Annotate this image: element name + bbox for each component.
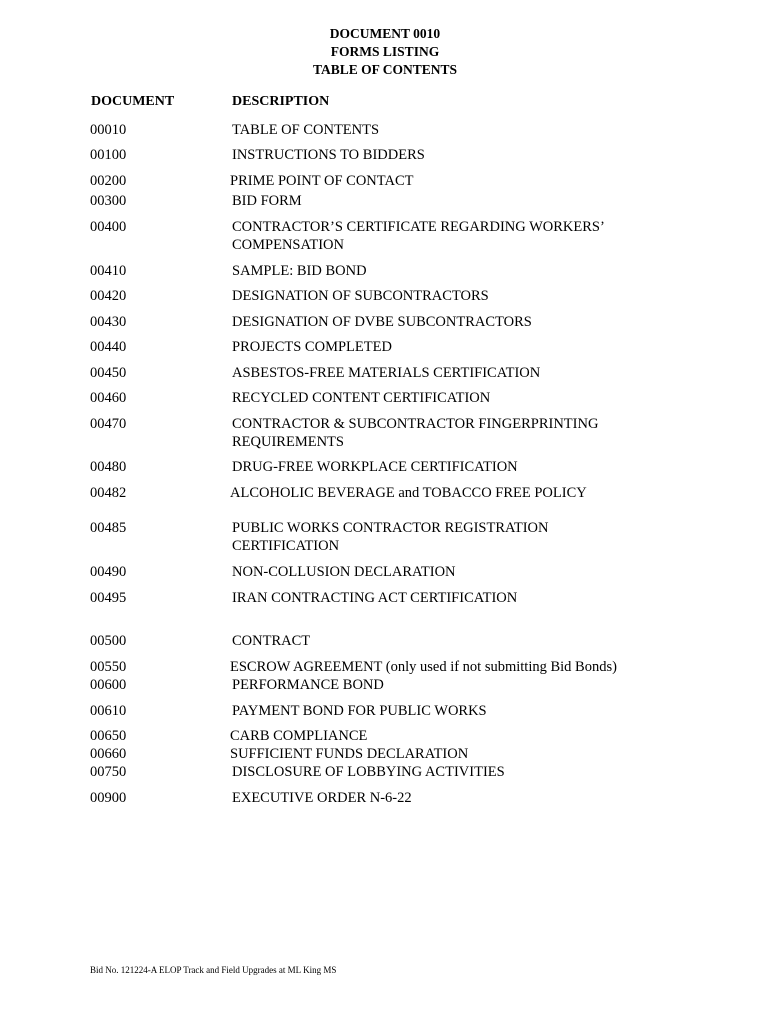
description-line: IRAN CONTRACTING ACT CERTIFICATION bbox=[232, 590, 518, 606]
document-number: 00410 bbox=[90, 263, 127, 279]
document-number: 00495 bbox=[90, 590, 127, 606]
description-line: CONTRACT bbox=[232, 633, 311, 649]
description-line: DRUG-FREE WORKPLACE CERTIFICATION bbox=[232, 459, 518, 475]
title-line-2: FORMS LISTING bbox=[330, 44, 440, 59]
document-number: 00550 bbox=[90, 659, 127, 675]
description-line: DESIGNATION OF SUBCONTRACTORS bbox=[232, 288, 489, 304]
description-line: REQUIREMENTS bbox=[232, 434, 344, 450]
description-line: ESCROW AGREEMENT (only used if not submitting Bid Bonds) bbox=[230, 659, 617, 675]
document-description bbox=[230, 172, 670, 190]
document-description bbox=[232, 364, 672, 382]
document-description bbox=[232, 218, 672, 254]
document-number: 00010 bbox=[90, 122, 127, 138]
description-line: CONTRACTOR & SUBCONTRACTOR FINGERPRINTING bbox=[232, 416, 599, 432]
description-line: COMPENSATION bbox=[232, 237, 344, 253]
description-line: CERTIFICATION bbox=[232, 538, 340, 554]
description-line: INSTRUCTIONS TO BIDDERS bbox=[232, 147, 425, 163]
document-description bbox=[232, 589, 672, 607]
document-description bbox=[232, 458, 672, 476]
document-number: 00750 bbox=[90, 764, 127, 780]
description-line: CONTRACTOR’S CERTIFICATE REGARDING WORKERS’ bbox=[232, 219, 605, 235]
document-description bbox=[230, 484, 670, 502]
description-line: CARB COMPLIANCE bbox=[230, 728, 368, 744]
description-line: SAMPLE: BID BOND bbox=[232, 263, 367, 279]
description-line: DISCLOSURE OF LOBBYING ACTIVITIES bbox=[232, 764, 505, 780]
document-description bbox=[232, 313, 672, 331]
column-header-description: DESCRIPTION bbox=[232, 94, 330, 109]
description-line: ALCOHOLIC BEVERAGE and TOBACCO FREE POLICY bbox=[230, 485, 587, 501]
document-description bbox=[232, 262, 672, 280]
document-number: 00500 bbox=[90, 633, 127, 649]
document-description bbox=[232, 389, 672, 407]
document-description bbox=[232, 192, 672, 210]
description-line: DESIGNATION OF DVBE SUBCONTRACTORS bbox=[232, 314, 532, 330]
document-number: 00450 bbox=[90, 365, 127, 381]
document-description bbox=[232, 676, 672, 694]
document-number: 00100 bbox=[90, 147, 127, 163]
document-number: 00600 bbox=[90, 677, 127, 693]
document-number: 00420 bbox=[90, 288, 127, 304]
document-description bbox=[230, 727, 670, 745]
document-description bbox=[232, 287, 672, 305]
document-number: 00460 bbox=[90, 390, 127, 406]
description-line: PROJECTS COMPLETED bbox=[232, 339, 392, 355]
document-description bbox=[232, 632, 672, 650]
description-line: BID FORM bbox=[232, 193, 302, 209]
document-number: 00480 bbox=[90, 459, 127, 475]
document-number: 00900 bbox=[90, 790, 127, 806]
document-description bbox=[232, 789, 672, 807]
document-description bbox=[232, 519, 672, 555]
description-line: ASBESTOS-FREE MATERIALS CERTIFICATION bbox=[232, 365, 541, 381]
document-number: 00430 bbox=[90, 314, 127, 330]
title-line-1: DOCUMENT 0010 bbox=[329, 26, 441, 41]
document-number: 00300 bbox=[90, 193, 127, 209]
document-number: 00490 bbox=[90, 564, 127, 580]
document-description bbox=[230, 658, 670, 676]
description-line: EXECUTIVE ORDER N-6-22 bbox=[232, 790, 412, 806]
document-description bbox=[232, 146, 672, 164]
description-line: NON-COLLUSION DECLARATION bbox=[232, 564, 456, 580]
document-number: 00660 bbox=[90, 746, 127, 762]
document-number: 00610 bbox=[90, 703, 127, 719]
title-line-3: TABLE OF CONTENTS bbox=[312, 62, 458, 77]
document-number: 00485 bbox=[90, 520, 127, 536]
document-number: 00200 bbox=[90, 173, 127, 189]
column-header-document: DOCUMENT bbox=[91, 94, 175, 109]
description-line: SUFFICIENT FUNDS DECLARATION bbox=[230, 746, 469, 762]
description-line: PAYMENT BOND FOR PUBLIC WORKS bbox=[232, 703, 487, 719]
description-line: PRIME POINT OF CONTACT bbox=[230, 173, 414, 189]
document-description bbox=[232, 338, 672, 356]
description-line: RECYCLED CONTENT CERTIFICATION bbox=[232, 390, 491, 406]
document-description bbox=[232, 563, 672, 581]
document-number: 00400 bbox=[90, 219, 127, 235]
description-line: TABLE OF CONTENTS bbox=[232, 122, 380, 138]
document-number: 00440 bbox=[90, 339, 127, 355]
document-description bbox=[232, 121, 672, 139]
document-description bbox=[232, 415, 672, 451]
document-number: 00482 bbox=[90, 485, 127, 501]
document-number: 00650 bbox=[90, 728, 127, 744]
document-number: 00470 bbox=[90, 416, 127, 432]
document-description bbox=[230, 745, 670, 763]
description-line: PUBLIC WORKS CONTRACTOR REGISTRATION bbox=[232, 520, 549, 536]
document-description bbox=[232, 763, 672, 781]
document-description bbox=[232, 702, 672, 720]
description-line: PERFORMANCE BOND bbox=[232, 677, 384, 693]
page-footer: Bid No. 121224-A ELOP Track and Field Upgrades at ML King MS bbox=[90, 965, 337, 975]
